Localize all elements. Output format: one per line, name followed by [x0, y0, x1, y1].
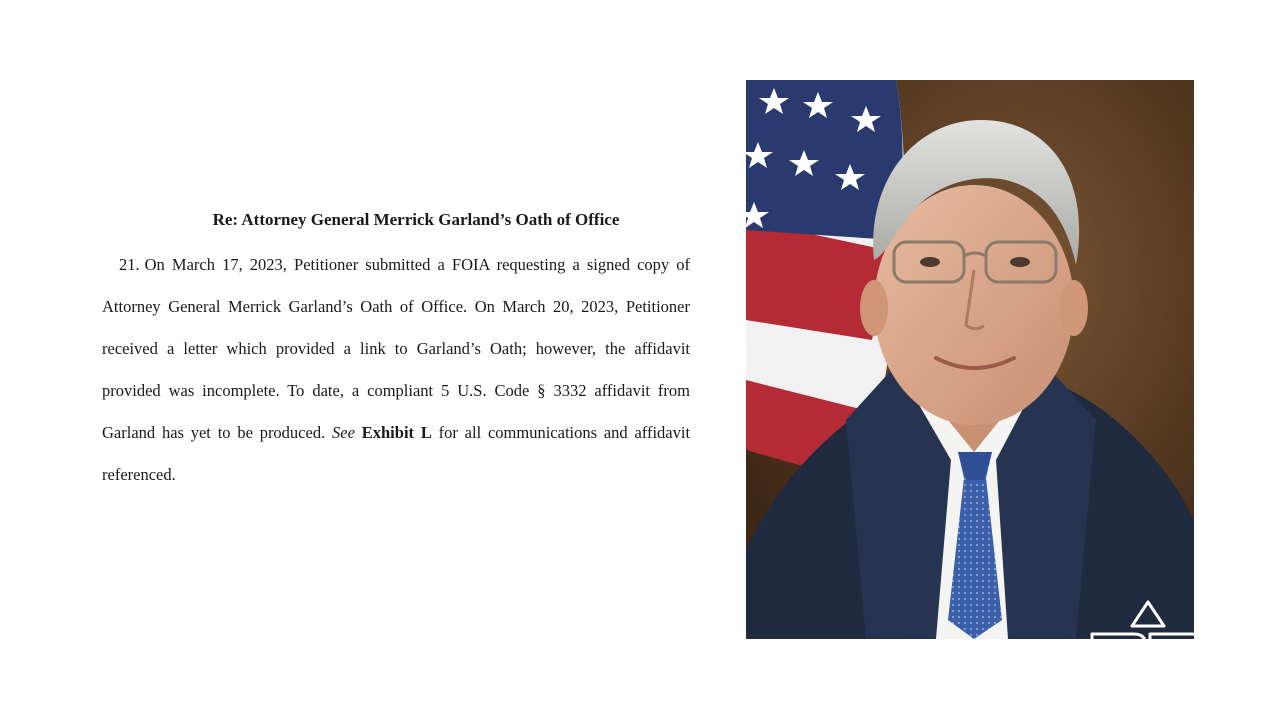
paragraph-body: On March 17, 2023, Petitioner submitted a FOIA requesting a signed copy of Attorney General Merrick Garland’s Oath of Office. On March 20, 2023, Petitioner received a letter which provided a link to Garland’s Oath; however, the affidavit provided was incomplete. To date, a compliant 5 U.S. Code § 3332 affidavit from Garland has yet to be produced. — [102, 255, 690, 442]
paragraph-number: 21. — [119, 255, 140, 274]
document-excerpt — [102, 208, 690, 496]
portrait-photo — [746, 80, 1194, 639]
paragraph-21 — [102, 244, 690, 496]
section-heading: Re: Attorney General Merrick Garland’s Oath of Office — [212, 210, 620, 229]
rr-logo-icon — [1086, 598, 1210, 680]
see-signal: See — [332, 423, 355, 442]
portrait-illustration — [746, 80, 1194, 639]
paragraph-tail: for all communications and affidavit referenced. — [102, 423, 691, 484]
exhibit-reference: Exhibit L — [361, 423, 432, 442]
